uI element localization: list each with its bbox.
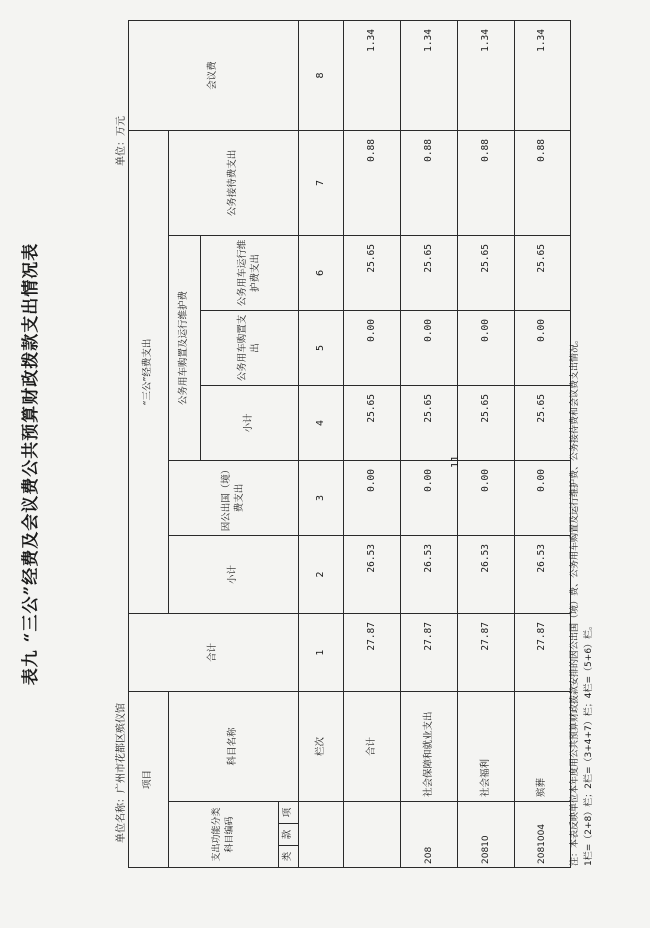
row-code: 20810 bbox=[458, 802, 515, 868]
cell-meeting: 1.34 bbox=[344, 21, 401, 131]
cell-total: 27.87 bbox=[515, 614, 571, 692]
cell-subtotal: 26.53 bbox=[458, 536, 515, 614]
header-subject-name: 科目名称 bbox=[169, 692, 299, 802]
header-project: 项目 bbox=[129, 692, 169, 868]
row-name: 合计 bbox=[344, 692, 401, 802]
cell-meeting: 1.34 bbox=[515, 21, 571, 131]
cell-vehicle-subtotal: 25.65 bbox=[401, 386, 458, 461]
column-number-row bbox=[299, 21, 344, 868]
cell-abroad: 0.00 bbox=[515, 461, 571, 536]
header-vehicle: 公务用车购置及运行维护费 bbox=[169, 236, 201, 461]
column-number: 5 bbox=[299, 311, 344, 386]
cell-abroad: 0.00 bbox=[401, 461, 458, 536]
cell-reception: 0.88 bbox=[344, 131, 401, 236]
cell-reception: 0.88 bbox=[515, 131, 571, 236]
header-subtotal: 小计 bbox=[169, 536, 299, 614]
table-row bbox=[344, 21, 401, 868]
column-number: 7 bbox=[299, 131, 344, 236]
column-number: 3 bbox=[299, 461, 344, 536]
row-code: 208 bbox=[401, 802, 458, 868]
header-abroad: 因公出国（境）费支出 bbox=[169, 461, 299, 536]
unit-name: 单位名称：广州市花都区殡仪馆 bbox=[116, 703, 127, 843]
table-row bbox=[401, 21, 458, 868]
cell-reception: 0.88 bbox=[458, 131, 515, 236]
column-number: 8 bbox=[299, 21, 344, 131]
cell-vehicle-maint: 25.65 bbox=[458, 236, 515, 311]
budget-table bbox=[128, 20, 571, 868]
cell-vehicle-maint: 25.65 bbox=[515, 236, 571, 311]
cell-vehicle-maint: 25.65 bbox=[401, 236, 458, 311]
cell-total: 27.87 bbox=[344, 614, 401, 692]
cell-vehicle-purchase: 0.00 bbox=[401, 311, 458, 386]
row-code bbox=[344, 802, 401, 868]
cell-vehicle-maint: 25.65 bbox=[344, 236, 401, 311]
header-xiang: 项 bbox=[279, 802, 299, 824]
column-number: 2 bbox=[299, 536, 344, 614]
header-vehicle-maint: 公务用车运行维护费支出 bbox=[201, 236, 299, 311]
footnote: 注：本表反映单位本年度用公共预算财政拨款安排的因公出国（境）费、公务用车购置及运行维护费、公务接待费和会议费支出情况。 bbox=[570, 334, 580, 866]
header-kuan: 款 bbox=[279, 824, 299, 846]
column-number: 4 bbox=[299, 386, 344, 461]
cell-abroad: 0.00 bbox=[344, 461, 401, 536]
header-meeting: 会议费 bbox=[129, 21, 299, 131]
header-lei: 类 bbox=[279, 846, 299, 868]
table-row bbox=[458, 21, 515, 868]
row-name: 社会福利 bbox=[458, 692, 515, 802]
cell-vehicle-subtotal: 25.65 bbox=[458, 386, 515, 461]
cell-total: 27.87 bbox=[401, 614, 458, 692]
table-row bbox=[515, 21, 571, 868]
cell-abroad: 0.00 bbox=[458, 461, 515, 536]
page-number: 11 bbox=[450, 455, 461, 468]
cell-meeting: 1.34 bbox=[401, 21, 458, 131]
cell-vehicle-purchase: 0.00 bbox=[458, 311, 515, 386]
header-func-code: 支出功能分类科目编码 bbox=[169, 802, 279, 868]
cell-subtotal: 26.53 bbox=[515, 536, 571, 614]
row-name: 社会保障和就业支出 bbox=[401, 692, 458, 802]
cell-meeting: 1.34 bbox=[458, 21, 515, 131]
column-number: 1 bbox=[299, 614, 344, 692]
row-name: 殡葬 bbox=[515, 692, 571, 802]
header-reception: 公务接待费支出 bbox=[169, 131, 299, 236]
row-code: 2081004 bbox=[515, 802, 571, 868]
header-vehicle-purchase: 公务用车购置支出 bbox=[201, 311, 299, 386]
header-sangong: “三公”经费支出 bbox=[129, 131, 169, 614]
table-title: 表九 “三公”经费及会议费公共预算财政拨款支出情况表 bbox=[21, 242, 41, 686]
cell-vehicle-subtotal: 25.65 bbox=[344, 386, 401, 461]
cell-vehicle-purchase: 0.00 bbox=[515, 311, 571, 386]
unit-label: 单位：万元 bbox=[116, 116, 127, 166]
column-number: 6 bbox=[299, 236, 344, 311]
footnote-formula: 1栏=（2+8）栏；2栏=（3+4+7）栏；4栏=（5+6）栏。 bbox=[584, 620, 594, 866]
header-vehicle-subtotal: 小计 bbox=[201, 386, 299, 461]
cell-vehicle-subtotal: 25.65 bbox=[515, 386, 571, 461]
cell-subtotal: 26.53 bbox=[344, 536, 401, 614]
header-total: 合计 bbox=[129, 614, 299, 692]
cell-total: 27.87 bbox=[458, 614, 515, 692]
cell-vehicle-purchase: 0.00 bbox=[344, 311, 401, 386]
column-number-label: 栏次 bbox=[299, 692, 344, 802]
cell-subtotal: 26.53 bbox=[401, 536, 458, 614]
cell-reception: 0.88 bbox=[401, 131, 458, 236]
